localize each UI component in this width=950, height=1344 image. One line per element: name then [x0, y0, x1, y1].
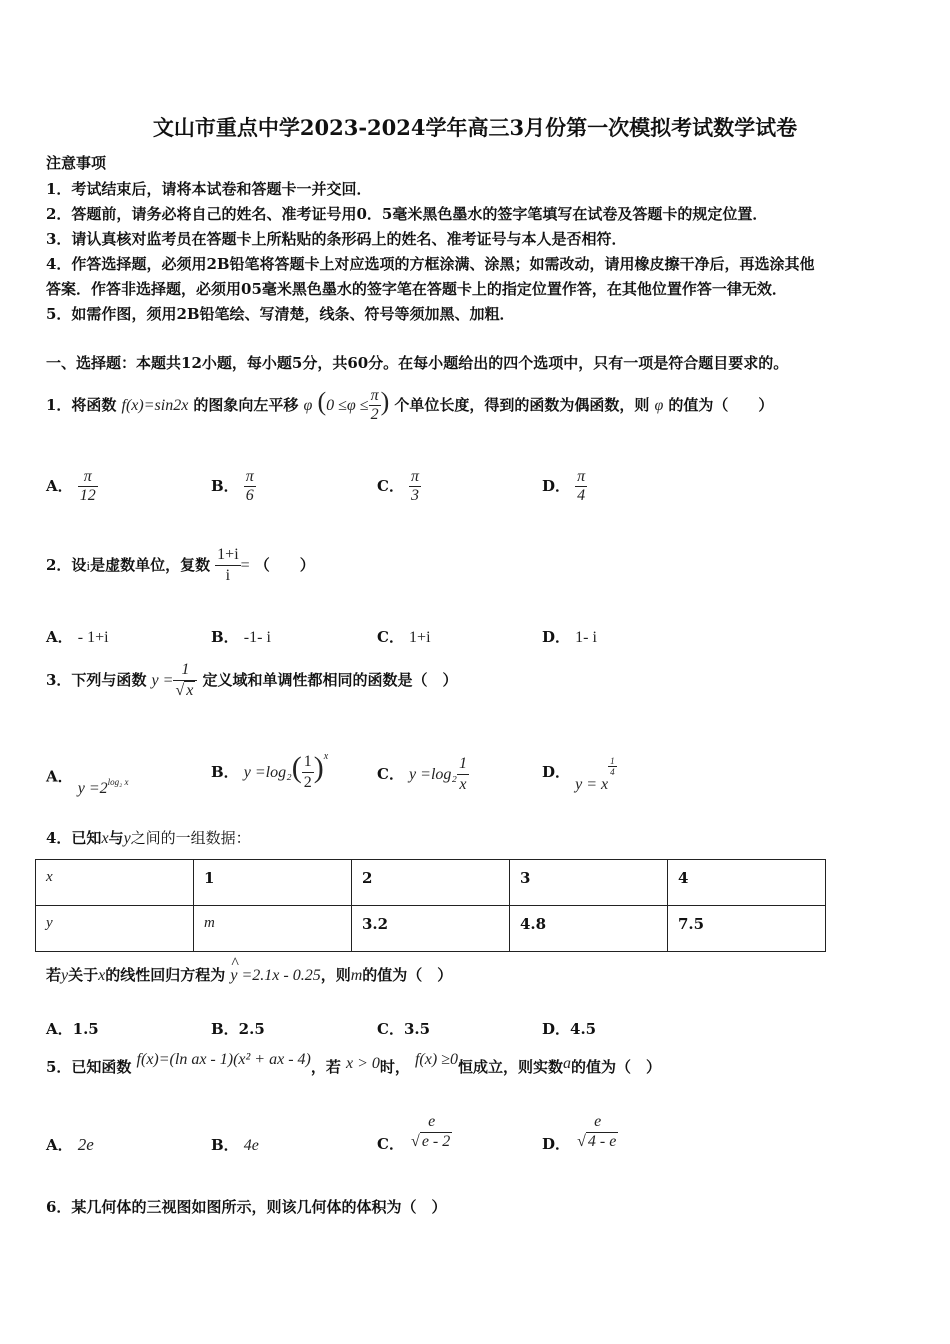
q1-option-d-value: $\frac{\pi}{4}$ [577, 468, 586, 504]
q1-option-a[interactable]: A． $\frac{\pi}{12}$ [46, 468, 96, 504]
section-heading: 一、选择题：本题共12小题，每小题5分，共60分。在每小题给出的四个选项中，只有一项是符合题目要求的。 [46, 354, 789, 372]
q2-text: 是虚数单位，复数 [90, 556, 211, 574]
q1-option-b-value: $\frac{\pi}{6}$ [245, 468, 254, 504]
q2-i: i [86, 558, 91, 573]
question-3 [46, 660, 457, 701]
q1-option-d[interactable]: D． $\frac{\pi}{4}$ [542, 468, 586, 504]
q3-function-lhs: y = [151, 672, 174, 689]
q4-option-b[interactable]: B．2.5 [211, 1020, 265, 1038]
q4-text: 之间的一组数据： [130, 829, 251, 847]
q1-text: 的值为（ ） [668, 396, 774, 414]
q2-fraction: $\frac{1+i}{i}$ [217, 546, 239, 584]
q1-condition-left: 0 ≤φ ≤ [326, 397, 369, 414]
table-cell: 3.2 [352, 906, 510, 952]
q4-y: y [123, 830, 131, 847]
q1-function: f(x)=sin2x [121, 397, 189, 414]
q3-text: 定义域和单调性都相同的函数是（ ） [202, 671, 458, 689]
table-row [36, 906, 826, 952]
q5-function: f(x)=(ln ax - 1)(x² + ax - 4) [136, 1051, 311, 1068]
data-table [35, 859, 826, 952]
question-5: 5．已知函数 f(x)=(ln ax - 1)(x² + ax - 4)，若 x > 0时， f(x) ≥0恒成立，则实数a的值为（ ） [46, 1051, 661, 1076]
q3-option-b[interactable]: B． y =log₂( $\frac{1}{2}$ )$^x$ [211, 750, 329, 791]
note-item: 3．请认真核对监考员在答题卡上所粘贴的条形码上的姓名、准考证号与本人是否相符． [46, 230, 627, 248]
q1-text: 的图象向左平移 [193, 396, 299, 414]
q1-option-c-value: $\frac{\pi}{3}$ [411, 468, 420, 504]
q1-phi: φ [654, 397, 664, 414]
q2-text: （ ） [254, 556, 315, 574]
q2-option-c[interactable]: C． 1+i [377, 628, 431, 646]
q5-condition-2: f(x) ≥0 [414, 1051, 458, 1068]
table-cell: 7.5 [668, 906, 826, 952]
page-title: 文山市重点中学2023-2024学年高三3月份第一次模拟考试数学试卷 [152, 115, 798, 140]
table-cell: 1 [194, 860, 352, 906]
table-cell: 2 [352, 860, 510, 906]
note-item: 5．如需作图，须用2B铅笔绘、写清楚，线条、符号等须加黑、加粗． [46, 305, 515, 323]
q1-phi: φ [303, 397, 313, 414]
q3-option-a[interactable]: A． $y =2^{log_2 x}$ [46, 767, 129, 798]
note-item: 1．考试结束后，请将本试卷和答题卡一并交回． [46, 180, 372, 198]
q5-option-a[interactable]: A． 2e [46, 1135, 94, 1154]
q3-function-fraction: $\frac{1}{√ x}$ [173, 660, 197, 701]
q2-text: 2．设 [46, 556, 87, 574]
table-cell: x [36, 860, 194, 906]
table-cell: 3 [510, 860, 668, 906]
q4-regression-equation: ^ y =2.1x - 0.25 [230, 955, 321, 984]
note-item: 2．答题前，请务必将自己的姓名、准考证号用0．5毫米黑色墨水的签字笔填写在试卷及答题卡的规定位置． [46, 205, 768, 223]
q1-option-b[interactable]: B． $\frac{\pi}{6}$ [211, 468, 254, 504]
question-4 [46, 827, 251, 848]
q5-option-d[interactable]: D． e √ 4 - e [542, 1113, 617, 1153]
q3-option-c[interactable]: C． y =log₂ $\frac{1}{x}$ [377, 755, 467, 793]
q1-condition-fraction: $\frac{\pi}{2}$ [370, 387, 379, 423]
q4-option-d[interactable]: D．4.5 [542, 1020, 597, 1038]
q2-option-b[interactable]: B． -1- i [211, 628, 271, 646]
q3-option-d[interactable]: D． y = x $\frac{1}{4}$ [542, 756, 615, 793]
table-cell: y [36, 906, 194, 952]
question-1: 1．将函数 f(x)=sin2x 的图象向左平移 φ (0 ≤φ ≤ $\frac{\pi}{2}$ ) 个单位长度，得到的函数为偶函数，则 φ 的值为（ ） [46, 387, 774, 423]
q3-text: 3．下列与函数 [46, 671, 147, 689]
q4-regression-line: 若y关于x的线性回归方程为 ^ y =2.1x - 0.25，则m的值为（ ） [46, 955, 453, 984]
question-2 [46, 545, 315, 586]
table-cell: 4.8 [510, 906, 668, 952]
q2-option-d[interactable]: D． 1- i [542, 628, 597, 646]
note-item: 答案．作答非选择题，必须用05毫米黑色墨水的签字笔在答题卡上的指定位置作答，在其他位置作答一律无效． [46, 280, 787, 298]
q5-option-b[interactable]: B． 4e [211, 1136, 259, 1154]
q2-equals: = [240, 557, 250, 574]
q5-option-c[interactable]: C． e √ e - 2 [377, 1113, 451, 1153]
q4-text: 与 [108, 829, 124, 847]
question-6: 6．某几何体的三视图如图所示，则该几何体的体积为（ ） [46, 1198, 447, 1216]
q1-option-a-value: $\frac{\pi}{12}$ [79, 468, 96, 504]
q4-option-a[interactable]: A．1.5 [46, 1020, 99, 1038]
q1-condition: ( [317, 387, 327, 416]
q4-option-c[interactable]: C．3.5 [377, 1020, 431, 1038]
q4-text: 4．已知 [46, 829, 102, 847]
table-cell: 4 [668, 860, 826, 906]
notes-heading: 注意事项 [46, 154, 107, 172]
q1-text: 1．将函数 [46, 396, 117, 414]
q1-text: 个单位长度，得到的函数为偶函数，则 [394, 396, 650, 414]
note-item: 4．作答选择题，必须用2B铅笔将答题卡上对应选项的方框涂满、涂黑；如需改动，请用橡皮擦干净后，再选涂其他 [46, 255, 815, 273]
q5-condition-1: x > 0 [345, 1055, 380, 1072]
table-row [36, 860, 826, 906]
q1-option-c[interactable]: C． $\frac{\pi}{3}$ [377, 468, 420, 504]
q2-option-a[interactable]: A． - 1+i [46, 628, 109, 646]
table-cell: m [194, 906, 352, 952]
q4-x: x [101, 830, 109, 847]
